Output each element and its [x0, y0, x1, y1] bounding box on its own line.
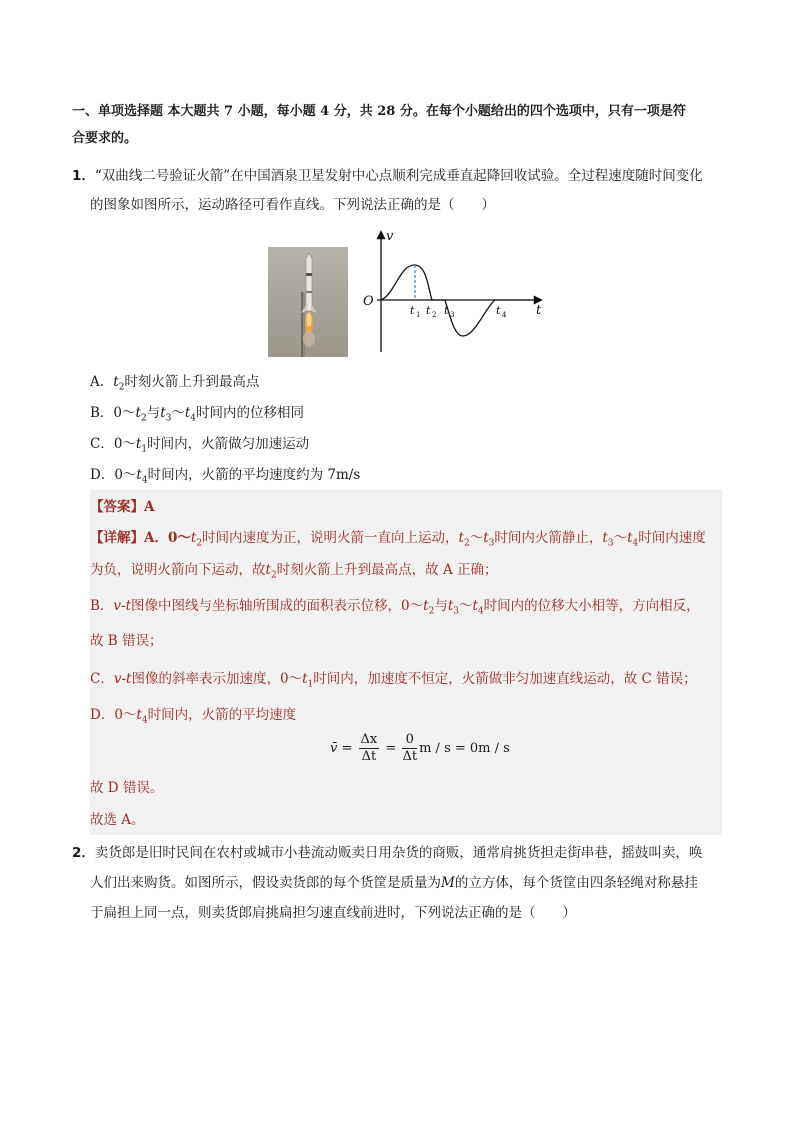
- question-2-line2: 人们出来购货。如图所示，假设卖货郎的每个货筐是质量为M的立方体，每个货筐由四条轻绳对称悬挂: [90, 875, 698, 891]
- svg-text:1: 1: [416, 311, 421, 319]
- option-a: A．$t_2$时刻火箭上升到最高点: [90, 374, 260, 393]
- rocket-photo: [268, 247, 348, 357]
- option-d: D．$0\sim t_4$时间内，火箭的平均速度约为 7m/s: [90, 467, 361, 486]
- detail-line-8: 故选 A。: [90, 812, 145, 828]
- velocity-time-graph: [355, 228, 555, 358]
- t4-tick-label: [496, 304, 507, 319]
- t2-tick-label: [426, 304, 436, 319]
- detail-line-5: C．v-t图像的斜率表示加速度，$0\sim t_1$时间内，加速度不恒定，火箭做非匀加速直线运动，故 C 错误；: [90, 671, 697, 690]
- t-axis-label: t: [536, 303, 542, 318]
- svg-text:4: 4: [502, 311, 507, 319]
- average-velocity-formula: v̄ = $\frac{\Delta x}{\Delta t}$ = $\frac{0}{\Delta t}$ m / s = 0m / s: [330, 732, 510, 764]
- t3-tick-label: [444, 304, 454, 319]
- question-1-stem-line2: 的图象如图所示，运动路径可看作直线。下列说法正确的是（ ）: [90, 197, 495, 213]
- question-2-line3: 于扁担上同一点，则卖货郎肩挑扁担匀速直线前进时，下列说法正确的是（ ）: [90, 905, 576, 921]
- detail-line-2: 为负，说明火箭向下运动，故$t_2$时刻火箭上升到最高点，故 A 正确；: [90, 562, 498, 581]
- t1-tick-label: [410, 304, 420, 319]
- detail-line-4: 故 B 错误；: [90, 633, 163, 649]
- svg-text:t: t: [410, 304, 415, 317]
- section-heading-line2: 合要求的。: [72, 131, 138, 146]
- svg-text:2: 2: [432, 311, 437, 319]
- detail-line-3: B．v-t图像中图线与坐标轴所围成的面积表示位移，$0\sim t_2$与$t_3\sim t_4$时间内的位移大小相等，方向相反，: [90, 598, 700, 617]
- answer-label: 【答案】A: [90, 499, 155, 515]
- section-heading-line1: 一、单项选择题 本大题共 7 小题，每小题 4 分，共 28 分。在每个小题给出的四个选项中，只有一项是符: [72, 104, 686, 119]
- detail-line-6: D．$0\sim t_4$时间内，火箭的平均速度: [90, 707, 297, 726]
- svg-text:t: t: [426, 304, 431, 317]
- svg-text:t: t: [496, 304, 501, 317]
- option-c: C．$0\sim t_1$时间内，火箭做匀加速运动: [90, 436, 310, 455]
- question-2-line1: 2．卖货郎是旧时民间在农村或城市小巷流动贩卖日用杂货的商贩，通常肩挑货担走街串巷，摇鼓叫卖，唤: [72, 845, 703, 861]
- question-2-number: 2．: [72, 845, 95, 861]
- detail-line-1: 【详解】A．$0\sim t_2$时间内速度为正，说明火箭一直向上运动，$t_2\sim t_3$时间内火箭静止，$t_3\sim t_4$时间内速度: [90, 530, 706, 549]
- fraction-0-dt: $\frac{0}{\Delta t}$: [402, 732, 418, 764]
- rocket-illustration: [268, 247, 348, 357]
- detail-line-7: 故 D 错误。: [90, 780, 164, 796]
- fraction-dx-dt: $\frac{\Delta x}{\Delta t}$: [360, 732, 378, 764]
- question-1-stem-line1: 1．“双曲线二号验证火箭”在中国酒泉卫星发射中心点顺利完成垂直起降回收试验。全过程速度随时间变化: [72, 168, 703, 184]
- question-1-number: 1．: [72, 168, 95, 184]
- origin-label: O: [363, 294, 374, 309]
- svg-text:3: 3: [450, 311, 455, 319]
- option-b: B．$0\sim t_2$与$t_3\sim t_4$时间内的位移相同: [90, 405, 305, 424]
- v-axis-label: v: [386, 229, 394, 244]
- svg-text:t: t: [444, 304, 449, 317]
